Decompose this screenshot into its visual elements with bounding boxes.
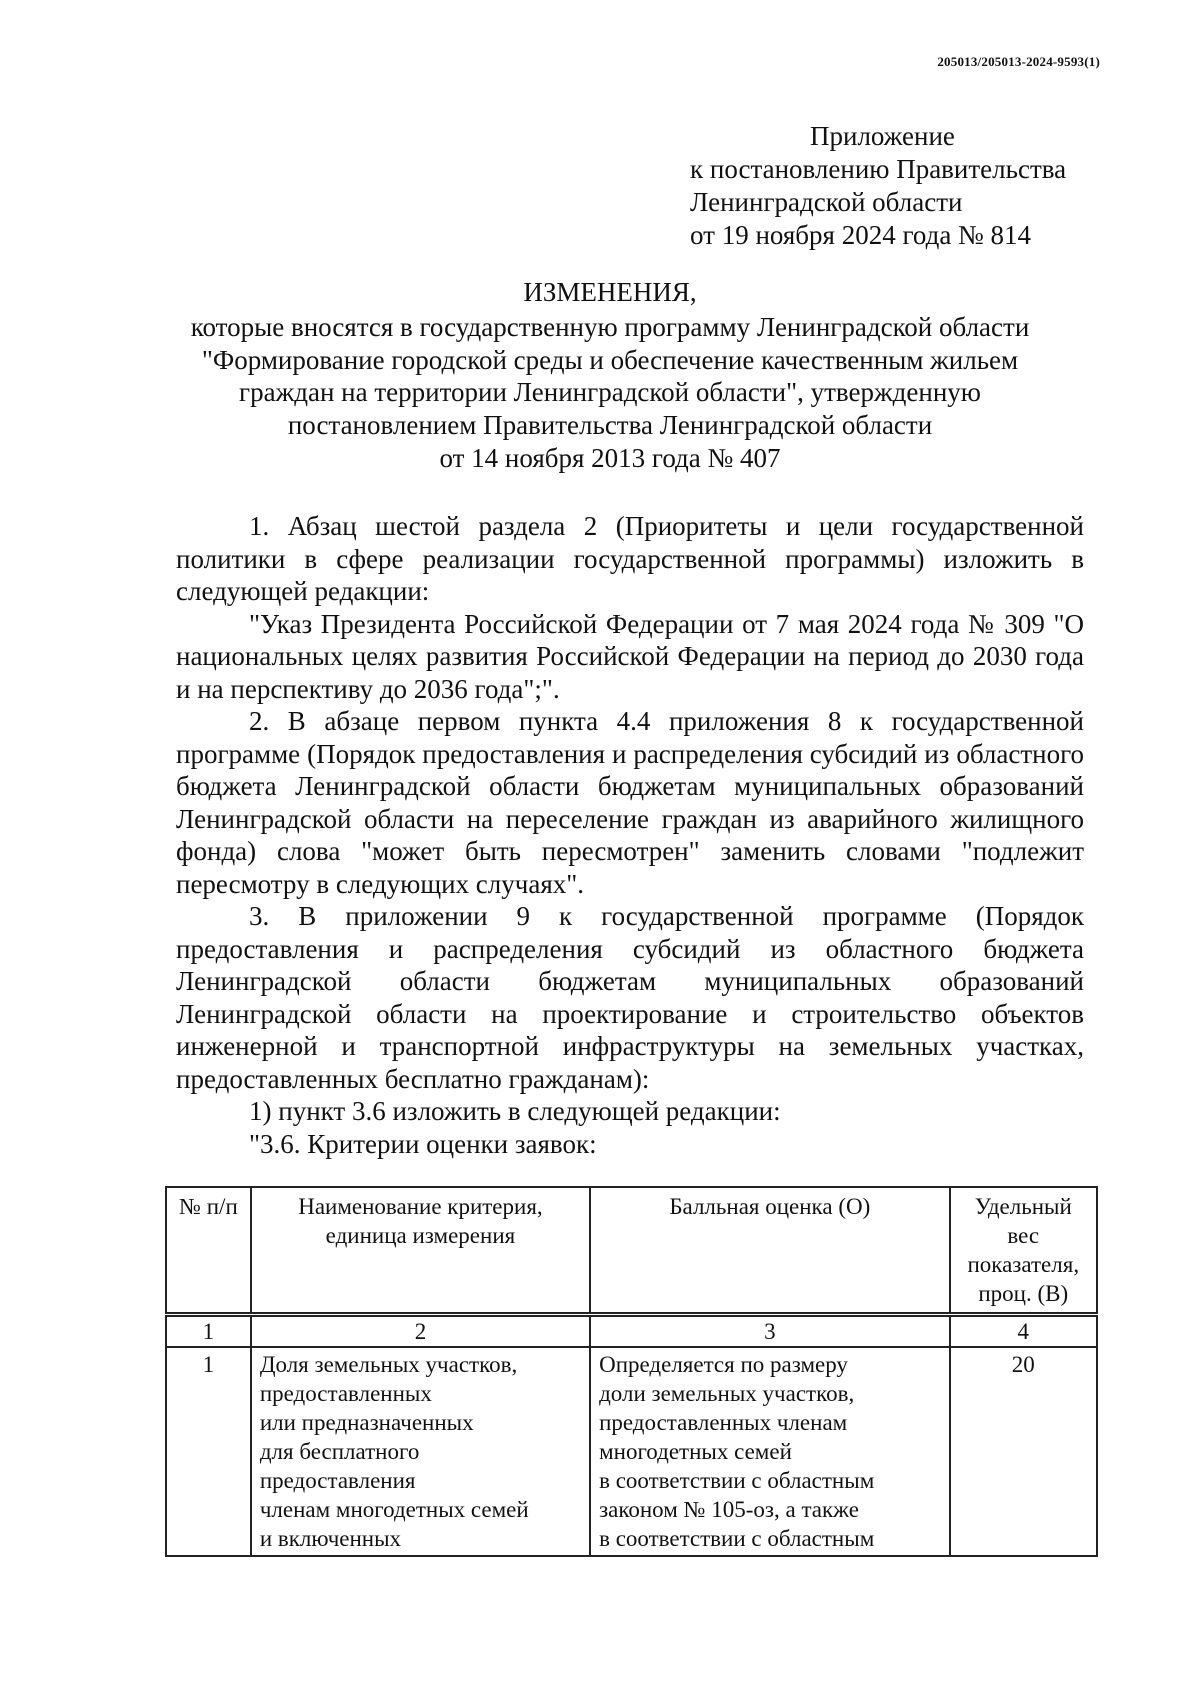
heading-line: которые вносятся в государственную программу Ленинградской области xyxy=(190,311,1030,342)
heading-line: "Формирование городской среды и обеспечение качественным жильем xyxy=(201,344,1019,375)
paragraph: 1. Абзац шестой раздела 2 (Приоритеты и цели государственной политики в сфере реализации государственной программы) изложить в следующей редакции: xyxy=(176,511,1084,606)
header-score: Балльная оценка (О) xyxy=(590,1187,949,1315)
cell-line: доли земельных участков, xyxy=(599,1381,855,1406)
cell-line: членам многодетных семей xyxy=(259,1497,529,1522)
cell-line: предоставленных членам xyxy=(599,1410,848,1435)
criteria-table xyxy=(165,1186,1098,1557)
criterion-cell xyxy=(251,1347,590,1556)
heading-line: граждан на территории Ленинградской области", утвержденную xyxy=(239,377,981,408)
paragraph: "3.6. Критерии оценки заявок: xyxy=(249,1128,597,1159)
score-cell xyxy=(590,1347,949,1556)
column-number: 4 xyxy=(950,1315,1097,1348)
cell-line: многодетных семей xyxy=(599,1439,792,1464)
heading-line: от 14 ноября 2013 года № 407 xyxy=(439,442,781,473)
paragraph: 1) пункт 3.6 изложить в следующей редакции: xyxy=(249,1096,781,1126)
cell-line: и включенных xyxy=(259,1526,402,1551)
document-id: 205013/205013-2024-9593(1) xyxy=(937,54,1100,69)
table-column-numbers-row xyxy=(166,1315,1097,1348)
document-body xyxy=(176,510,1084,1160)
appendix-date: от 19 ноября 2024 года № 814 xyxy=(690,220,1032,250)
document-heading xyxy=(150,276,1070,475)
paragraph: 2. В абзаце первом пункта 4.4 приложения 8 к государственной программе (Порядок предоставления и распределения субсидий из областного бюджета Ленинградской области бюджетам муниципальных образований Ленинградской области на переселение граждан из аварийного жилищного фонда) слова "может быть пересмотрен" заменить словами "подлежит пересмотру в следующих случаях". xyxy=(176,706,1084,899)
appendix-title: Приложение xyxy=(810,121,955,151)
cell-line: или предназначенных xyxy=(259,1410,474,1435)
appendix-line: к постановлению Правительства xyxy=(690,154,1067,184)
appendix-line: Ленинградской области xyxy=(690,187,963,217)
header-number: № п/п xyxy=(166,1187,251,1315)
paragraph: 3. В приложении 9 к государственной программе (Порядок предоставления и распределения субсидий из областного бюджета Ленинградской области бюджетам муниципальных образований Ленинградской области на проектирование и строительство объектов инженерной и транспортной инфраструктуры на земельных участках, предоставленных бесплатно гражданам): xyxy=(176,901,1084,1094)
appendix-block xyxy=(690,120,1110,252)
table-header-row xyxy=(166,1187,1097,1315)
paragraph: "Указ Президента Российской Федерации от 7 мая 2024 года № 309 "О национальных целях развития Российской Федерации на период до 2030 года и на перспективу до 2036 года";". xyxy=(176,608,1084,704)
row-number: 1 xyxy=(166,1347,251,1556)
cell-line: в соответствии с областным xyxy=(599,1468,875,1493)
table-row xyxy=(166,1347,1097,1556)
cell-line: в соответствии с областным xyxy=(599,1526,875,1551)
cell-line: для бесплатного xyxy=(259,1439,420,1464)
column-number: 1 xyxy=(166,1315,251,1348)
heading-line: постановлением Правительства Ленинградской области xyxy=(287,410,933,441)
cell-line: Определяется по размеру xyxy=(599,1352,848,1377)
weight-cell: 20 xyxy=(950,1347,1097,1556)
column-number: 2 xyxy=(251,1315,590,1348)
cell-line: предоставления xyxy=(259,1468,416,1493)
column-number: 3 xyxy=(590,1315,949,1348)
header-weight: Удельный вес показателя, проц. (В) xyxy=(950,1187,1097,1315)
header-criterion: Наименование критерия, единица измерения xyxy=(251,1187,590,1315)
cell-line: Доля земельных участков, xyxy=(259,1352,518,1377)
heading-title: ИЗМЕНЕНИЯ, xyxy=(523,277,697,307)
cell-line: законом № 105-оз, а также xyxy=(599,1497,859,1522)
cell-line: предоставленных xyxy=(259,1381,432,1406)
